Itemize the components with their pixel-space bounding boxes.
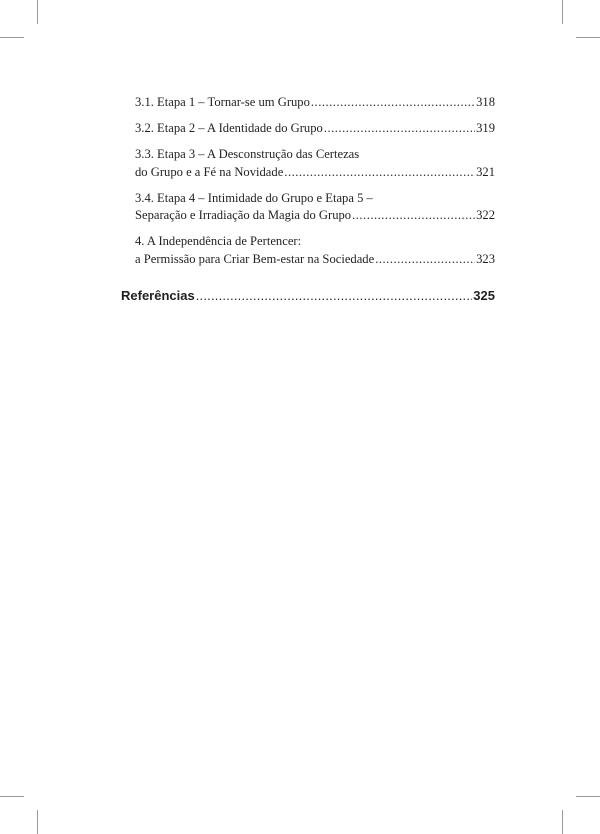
crop-mark [576, 796, 600, 797]
toc-entry-title: 3.1. Etapa 1 – Tornar-se um Grupo [135, 95, 310, 109]
crop-mark [37, 0, 38, 24]
table-of-contents [121, 94, 495, 313]
toc-entry-3-2[interactable] [135, 120, 495, 138]
crop-mark [0, 796, 24, 797]
dot-leader [284, 164, 475, 182]
crop-mark [576, 37, 600, 38]
toc-page-number: 318 [476, 95, 495, 109]
toc-page-number: 321 [476, 164, 495, 179]
toc-page-number: 319 [476, 121, 495, 135]
toc-entry-title-line: 4. A Independência de Pertencer: [135, 234, 302, 248]
dot-leader [196, 287, 473, 305]
toc-page-number: 322 [476, 208, 495, 222]
toc-entry-3-3[interactable] [135, 146, 495, 181]
toc-entry-title: a Permissão para Criar Bem-estar na Sociedade [135, 251, 375, 266]
toc-entry-title: Referências [121, 288, 195, 303]
toc-page-number: 325 [473, 288, 495, 303]
crop-mark [562, 0, 563, 24]
toc-entry-title-line: 3.3. Etapa 3 – A Desconstrução das Certezas [135, 147, 360, 161]
dot-leader [311, 94, 475, 112]
crop-mark [0, 37, 24, 38]
dot-leader [352, 207, 475, 225]
toc-entry-title: Separação e Irradiação da Magia do Grupo [135, 208, 352, 222]
toc-entry-3-1[interactable] [135, 94, 495, 112]
toc-entry-references[interactable] [121, 287, 495, 305]
crop-mark [37, 810, 38, 834]
toc-entry-title: 3.2. Etapa 2 – A Identidade do Grupo [135, 121, 323, 135]
toc-entry-title: do Grupo e a Fé na Novidade [135, 164, 284, 179]
toc-page-number: 323 [476, 251, 495, 266]
dot-leader [375, 251, 475, 269]
dot-leader [324, 120, 475, 138]
toc-entry-4[interactable] [135, 233, 495, 268]
toc-entry-3-4[interactable] [135, 190, 495, 225]
crop-mark [562, 810, 563, 834]
toc-entry-title-line: 3.4. Etapa 4 – Intimidade do Grupo e Etapa 5 – [135, 190, 373, 205]
